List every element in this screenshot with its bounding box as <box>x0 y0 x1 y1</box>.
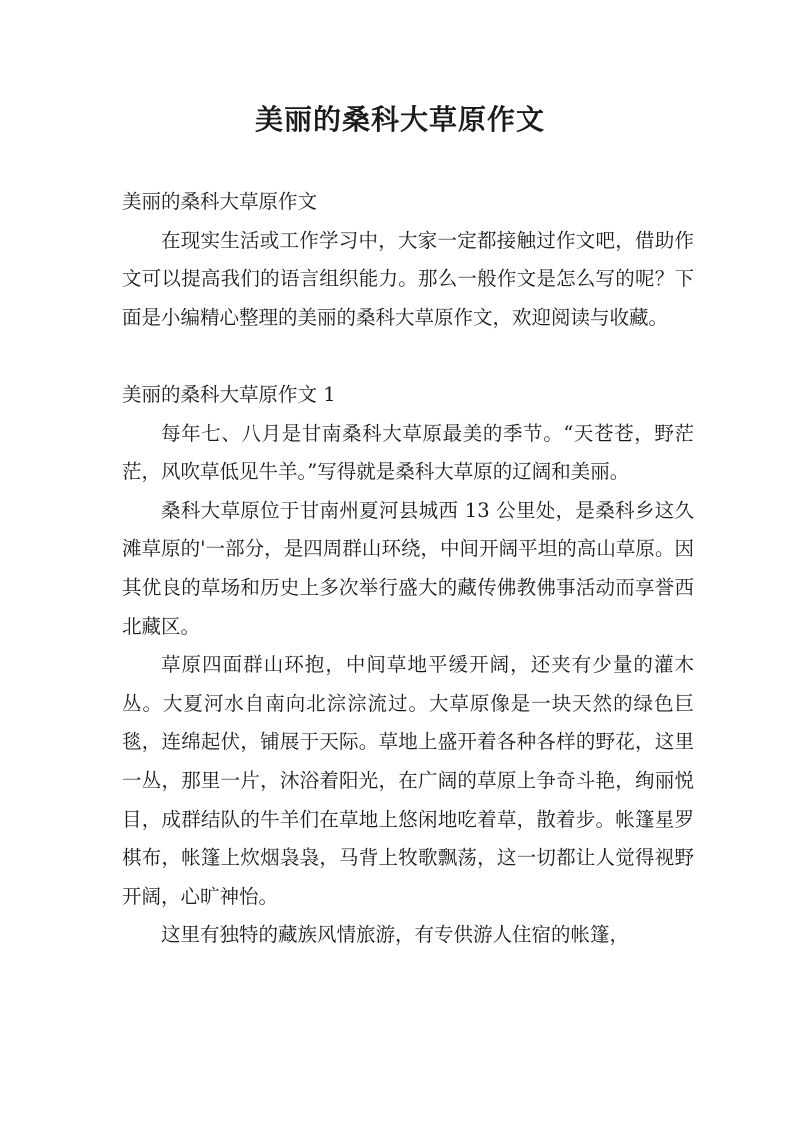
document-title: 美丽的桑科大草原作文 <box>254 103 545 136</box>
document-body <box>122 183 694 955</box>
paragraph-gap <box>122 337 694 376</box>
body-paragraph-4: 这里有独特的藏族风情旅游，有专供游人住宿的帐篷， <box>161 923 630 947</box>
body-paragraph-1: 每年七、八月是甘南桑科大草原最美的季节。“天苍苍，野茫茫，风吹草低见牛羊。”写得就是桑科大草原的辽阔和美丽。 <box>122 421 694 484</box>
intro-heading: 美丽的桑科大草原作文 <box>122 190 318 213</box>
section-heading: 美丽的桑科大草原作文 1 <box>122 382 336 406</box>
intro-paragraph: 在现实生活或工作学习中，大家一定都接触过作文吧，借助作文可以提高我们的语言组织能力。那么一般作文是怎么写的呢？下面是小编精心整理的美丽的桑科大草原作文，欢迎阅读与收藏。 <box>122 228 694 329</box>
body-paragraph-3: 草原四面群山环抱，中间草地平缓开阔，还夹有少量的灌木丛。大夏河水自南向北淙淙流过。大草原像是一块天然的绿色巨毯，连绵起伏，铺展于天际。草地上盛开着各种各样的野花，这里一丛，那里一片，沐浴着阳光，在广阔的草原上争奇斗艳，绚丽悦目，成群结队的牛羊们在草地上悠闲地吃着草，散着步。帐篷星罗棋布，帐篷上炊烟袅袅，马背上牧歌飘荡，这一切都让人觉得视野开阔，心旷神怡。 <box>122 653 694 908</box>
body-paragraph-2: 桑科大草原位于甘南州夏河县城西 13 公里处，是桑科乡这久滩草原的'一部分，是四周群山环绕，中间开阔平坦的高山草原。因其优良的草场和历史上多次举行盛大的藏传佛教佛事活动而享誉西北藏区。 <box>122 498 694 638</box>
